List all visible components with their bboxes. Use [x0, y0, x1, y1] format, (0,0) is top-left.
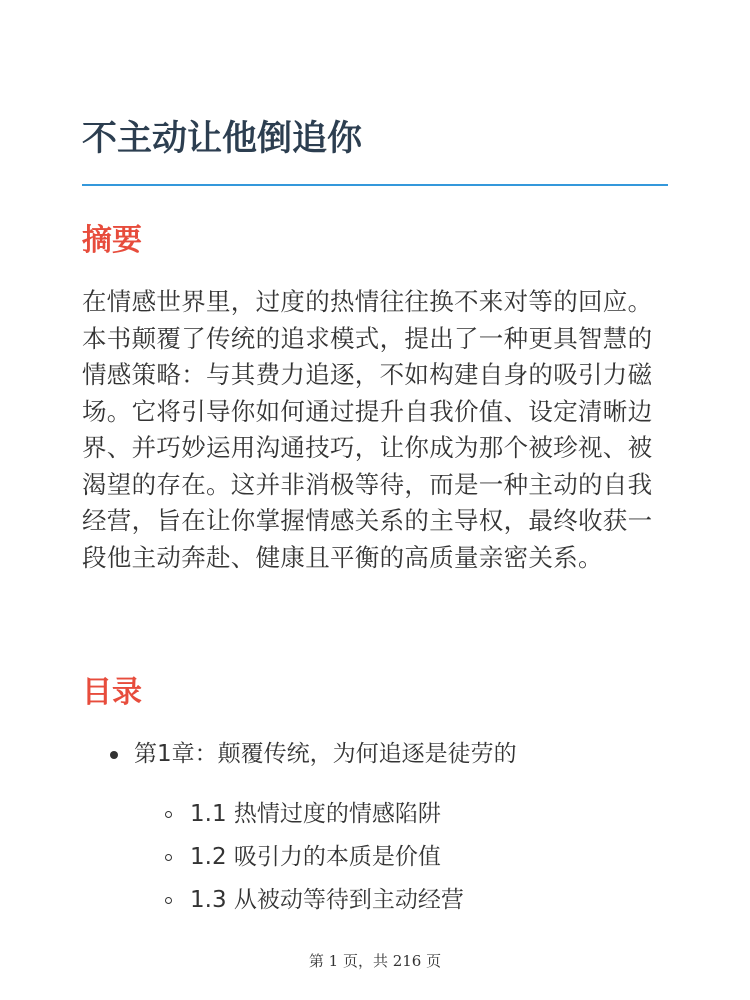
- toc-heading: 目录: [82, 675, 142, 710]
- summary-heading: 摘要: [82, 223, 142, 258]
- bullet-dot-icon: [110, 751, 118, 759]
- toc-chapter-title[interactable]: 第1章：颠覆传统，为何追逐是徒劳的: [134, 741, 517, 767]
- title-divider: [82, 184, 668, 186]
- toc-section-title[interactable]: 1.2 吸引力的本质是价值: [190, 844, 441, 870]
- book-title: 不主动让他倒追你: [82, 119, 363, 159]
- summary-paragraph: 在情感世界里，过度的热情往往换不来对等的回应。本书颠覆了传统的追求模式，提出了一种更具智慧的情感策略：与其费力追逐，不如构建自身的吸引力磁场。它将引导你如何通过提升自我价值、设定清晰边界、并巧妙运用沟通技巧，让你成为那个被珍视、被渴望的存在。这并非消极等待，而是一种主动的自我经营，旨在让你掌握情感关系的主导权，最终收获一段他主动奔赴、健康且平衡的高质量亲密关系。: [82, 287, 653, 572]
- bullet-circle-icon: [165, 897, 172, 904]
- bullet-circle-icon: [165, 854, 172, 861]
- bullet-circle-icon: [165, 811, 172, 818]
- page-number-footer: 第 1 页，共 216 页: [308, 952, 442, 970]
- toc-section-title[interactable]: 1.1 热情过度的情感陷阱: [190, 801, 441, 827]
- toc-section-title[interactable]: 1.3 从被动等待到主动经营: [190, 887, 464, 913]
